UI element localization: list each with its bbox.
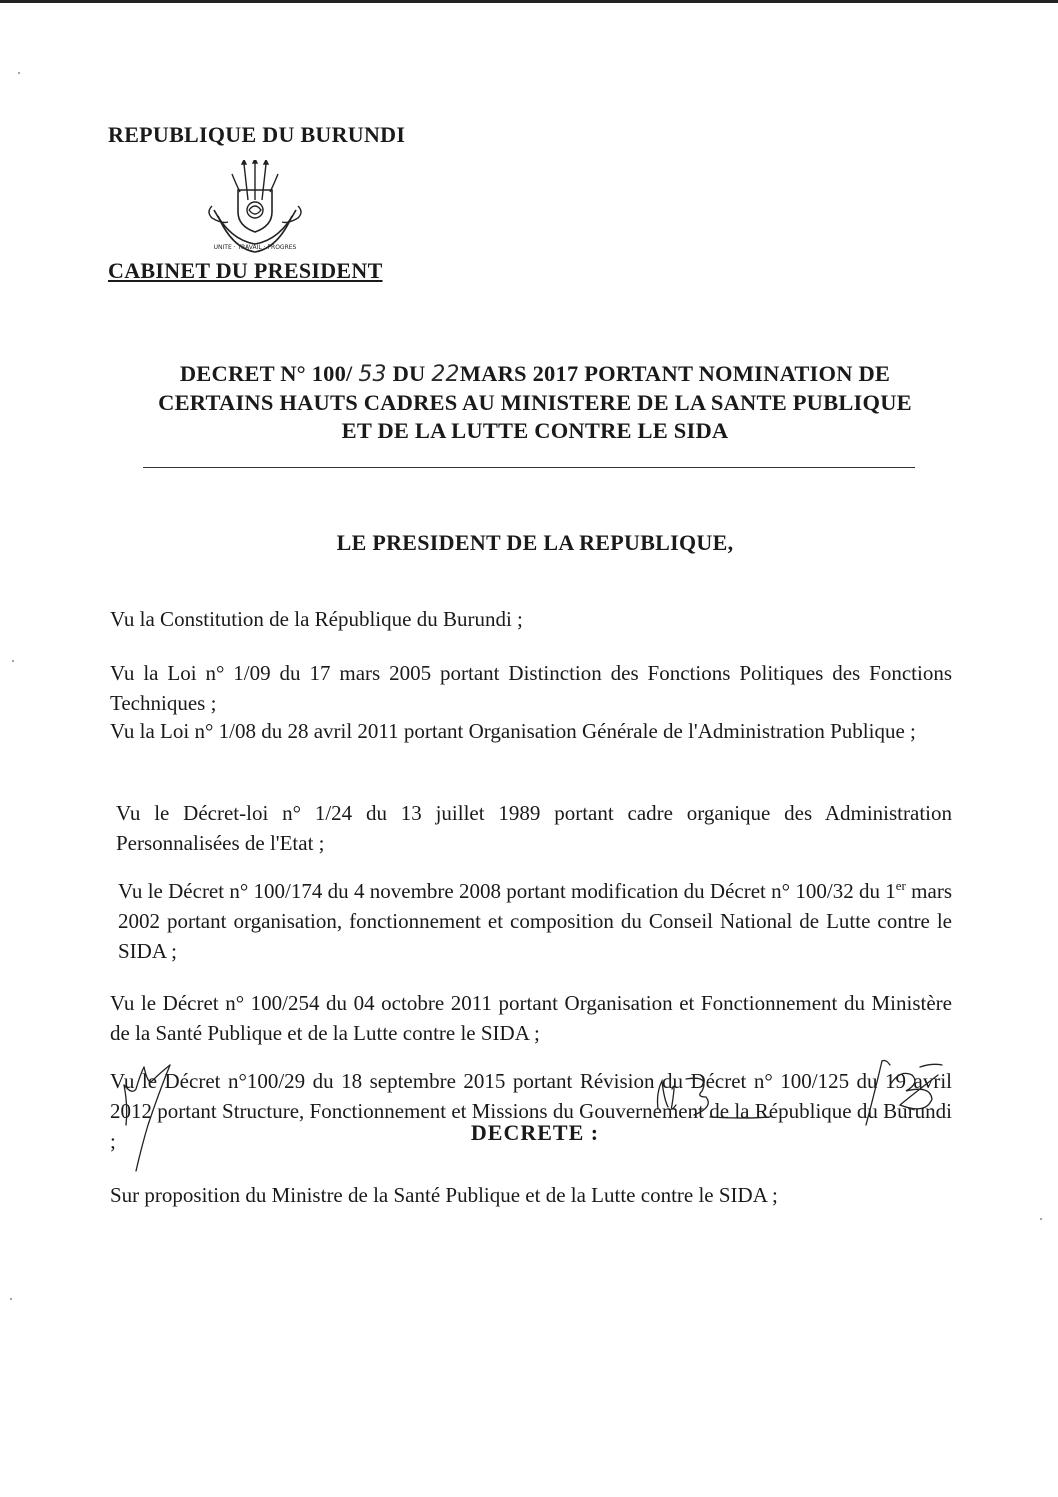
- scan-speck: [10, 1298, 12, 1300]
- handwritten-initials-right: [860, 1055, 950, 1130]
- preamble-paragraph: Vu la Loi n° 1/08 du 28 avril 2011 portant Organisation Générale de l'Administration Publique ;: [110, 719, 916, 743]
- cabinet-heading: CABINET DU PRESIDENT: [108, 258, 383, 283]
- preamble-paragraph: Vu le Décret n°100/29 du 18 septembre 2015 portant Révision du Décret n° 100/125 du 19 avril 2012 portant Structure, Fonctionnement et Missions du Gouvernement de la République du Burundi ;: [110, 1069, 952, 1153]
- scan-speck: [12, 660, 14, 662]
- decree-title-line-1: DECRET N° 100/ 53 DU 22MARS 2017 PORTANT NOMINATION DE: [179, 361, 891, 387]
- decree-title-line-3: ET DE LA LUTTE CONTRE LE SIDA: [341, 418, 729, 443]
- scan-speck: [1040, 1218, 1042, 1220]
- emblem-motto: UNITE · TRAVAIL · PROGRES: [213, 244, 297, 251]
- republic-heading: REPUBLIQUE DU BURUNDI: [108, 122, 406, 147]
- handwritten-day: 22: [431, 362, 460, 387]
- preamble-paragraph: Vu le Décret n° 100/174 du 4 novembre 2008 portant modification du Décret n° 100/32 du 1er mars 2002 portant organisation, fonctionnement et composition du Conseil National de Lutte contre le SIDA ;: [118, 878, 952, 963]
- preamble-paragraph: Vu la Constitution de la République du Burundi ;: [110, 607, 523, 631]
- top-border-line: [0, 0, 1058, 3]
- coat-of-arms-icon: [202, 160, 308, 256]
- president-heading: LE PRESIDENT DE LA REPUBLIQUE,: [336, 530, 734, 555]
- handwritten-initials-middle: [650, 1065, 780, 1135]
- preamble-paragraph: Vu le Décret-loi n° 1/24 du 13 juillet 1989 portant cadre organique des Administration Personnalisées de l'Etat ;: [116, 801, 952, 855]
- handwritten-initials-left: [118, 1055, 188, 1175]
- preamble-paragraph: Vu la Loi n° 1/09 du 17 mars 2005 portant Distinction des Fonctions Politiques des Fonctions Techniques ;: [110, 661, 952, 715]
- handwritten-decree-number: 53: [358, 362, 387, 387]
- preamble-paragraph: Vu le Décret n° 100/254 du 04 octobre 2011 portant Organisation et Fonctionnement du Ministère de la Santé Publique et de la Lutte contre le SIDA ;: [110, 991, 952, 1045]
- title-divider: [143, 467, 915, 468]
- scan-speck: [18, 72, 20, 74]
- preamble-paragraph: Sur proposition du Ministre de la Santé Publique et de la Lutte contre le SIDA ;: [110, 1183, 778, 1207]
- decrete-heading: DECRETE :: [470, 1120, 600, 1145]
- decree-title: [100, 360, 970, 445]
- decree-title-line-2: CERTAINS HAUTS CADRES AU MINISTERE DE LA SANTE PUBLIQUE: [158, 390, 912, 415]
